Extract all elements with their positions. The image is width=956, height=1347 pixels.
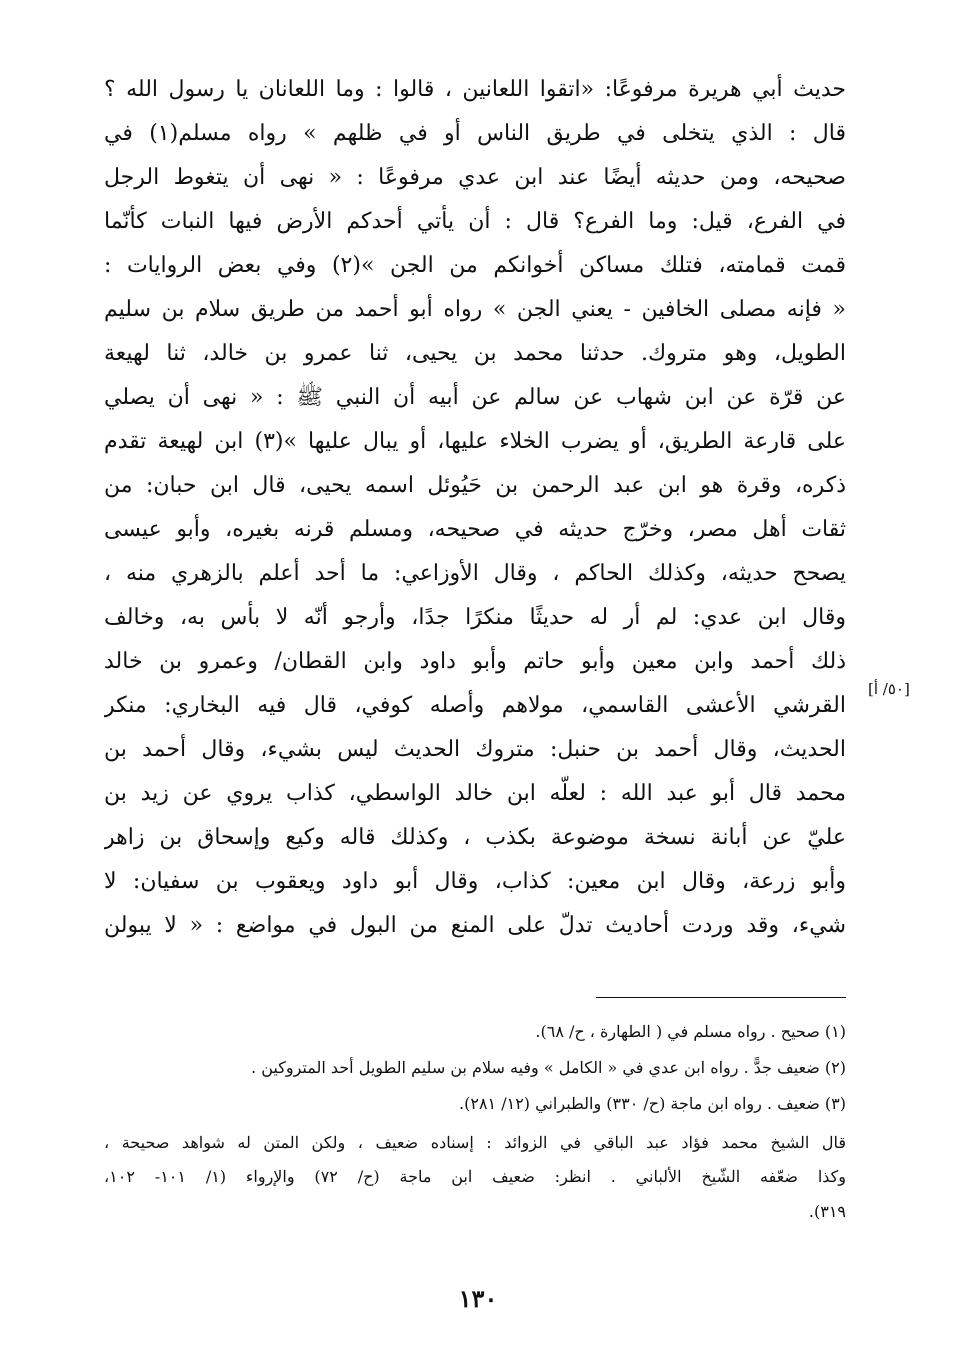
text-line: ذلك أحمد وابن معين وأبو حاتم وأبو داود وابن القطان/ وعمرو بن خالد bbox=[104, 649, 846, 674]
text-line: يصحح حديثه، وكذلك الحاكم ، وقال الأوزاعي: ما أحد أعلم بالزهري منه ، bbox=[104, 561, 846, 586]
footnote-comment-line: قال الشيخ محمد فؤاد عبد الباقي في الزوائد : إسناده ضعيف ، ولكن المتن له شواهد صحيحة ، bbox=[104, 1133, 846, 1152]
manuscript-folio-marker: [٥٠/ أ] bbox=[868, 680, 910, 698]
text-line: « فإنه مصلى الخافين - يعني الجن » رواه أبو أحمد من طريق سلام بن سليم bbox=[104, 297, 846, 322]
main-text-block bbox=[104, 68, 846, 948]
text-line: صحيحه، ومن حديثه أيضًا عند ابن عدي مرفوعًا : « نهى أن يتغوط الرجل bbox=[104, 165, 846, 190]
text-line: وأبو زرعة، وقال ابن معين: كذاب، وقال أبو داود ويعقوب بن سفيان: لا bbox=[104, 869, 846, 894]
text-line: القرشي الأعشى القاسمي، مولاهم وأصله كوفي، قال فيه البخاري: منكر bbox=[104, 693, 846, 718]
footnote-1: (١) صحيح . رواه مسلم في ( الطهارة ، ح/ ٦٨). bbox=[535, 1022, 846, 1041]
text-line: وقال ابن عدي: لم أر له حديثًا منكرًا جدًا، وأرجو أنّه لا بأس به، وخالف bbox=[104, 605, 846, 630]
text-line: محمد قال أبو عبد الله : لعلّه ابن خالد الواسطي، كذاب يروي عن زيد بن bbox=[104, 781, 846, 806]
text-line: عن قرّة عن ابن شهاب عن سالم عن أبيه أن النبي ﷺ : « نهى أن يصلي bbox=[104, 385, 846, 410]
page-number: ١٣٠ bbox=[458, 1284, 498, 1313]
text-line: قمت قمامته، فتلك مساكن أخوانكم من الجن »(٢) وفي بعض الروايات : bbox=[104, 253, 846, 278]
footnote-3: (٣) ضعيف . رواه ابن ماجة (ح/ ٣٣٠) والطبراني (١٢/ ٢٨١). bbox=[459, 1094, 846, 1113]
text-line: الطويل، وهو متروك. حدثنا محمد بن يحيى، ثنا عمرو بن خالد، ثنا لهيعة bbox=[104, 341, 846, 366]
footnote-comment-line: ٣١٩). bbox=[808, 1202, 846, 1221]
text-line: شيء، وقد وردت أحاديث تدلّ على المنع من البول في مواضع : « لا يبولن bbox=[104, 913, 846, 938]
footnote-separator bbox=[596, 997, 846, 998]
text-line: ثقات أهل مصر، وخرّج حديثه في صحيحه، ومسلم قرنه بغيره، وأبو عيسى bbox=[104, 517, 846, 542]
footnote-comment-line: وكذا ضعّفه الشّيخ الألباني . انظر: ضعيف ابن ماجة (ح/ ٧٢) والإرواء (١/ ١٠١- ١٠٢، bbox=[104, 1167, 846, 1186]
text-line: في الفرع، قيل: وما الفرع؟ قال : أن يأتي أحدكم الأرض فيها النبات كأنّما bbox=[104, 209, 846, 234]
text-line: على قارعة الطريق، أو يضرب الخلاء عليها، أو يبال عليها »(٣) ابن لهيعة تقدم bbox=[104, 429, 846, 454]
text-line: ذكره، وقرة هو ابن عبد الرحمن بن حَيُوئل اسمه يحيى، قال ابن حبان: من bbox=[104, 473, 846, 498]
text-line: عليّ عن أبانة نسخة موضوعة بكذب ، وكذلك قاله وكيع وإسحاق بن زاهر bbox=[104, 825, 846, 850]
text-line: الحديث، وقال أحمد بن حنبل: متروك الحديث ليس بشيء، وقال أحمد بن bbox=[104, 737, 846, 762]
text-line: حديث أبي هريرة مرفوعًا: «اتقوا اللعانين ، قالوا : وما اللعانان يا رسول الله ؟ bbox=[104, 77, 846, 102]
text-line: قال : الذي يتخلى في طريق الناس أو في ظلهم » رواه مسلم(١) في bbox=[104, 121, 846, 146]
footnote-2: (٢) ضعيف جدًّ . رواه ابن عدي في « الكامل » وفيه سلام بن سليم الطويل أحد المتروكين . bbox=[251, 1058, 846, 1077]
footnotes-block bbox=[104, 1014, 846, 1230]
